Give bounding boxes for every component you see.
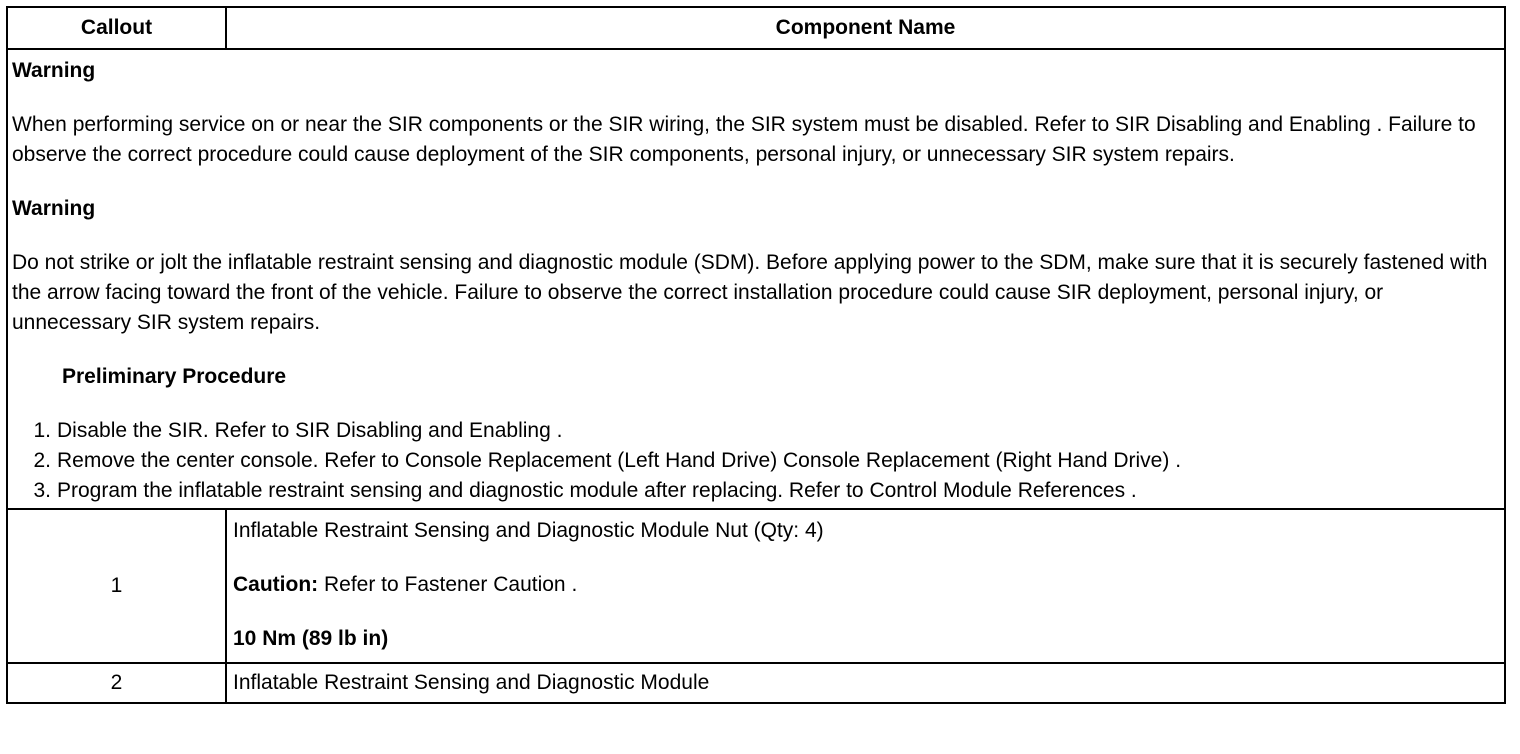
warnings-section bbox=[8, 50, 1504, 510]
caution-line bbox=[233, 570, 1498, 600]
component-name: Inflatable Restraint Sensing and Diagnostic Module Nut (Qty: 4) bbox=[233, 519, 824, 542]
warning-2-text: Do not strike or jolt the inflatable restraint sensing and diagnostic module (SDM). Before applying power to the SDM, make sure that it is securely fastened with the arrow facing toward the front of the vehicle. Failure to observe the correct installation procedure could cause SIR deployment, personal injury, or unnecessary SIR system repairs. bbox=[12, 251, 1488, 334]
callout-cell: 1 bbox=[8, 510, 227, 662]
procedure-step bbox=[12, 476, 1500, 506]
component-name-header: Component Name bbox=[775, 16, 956, 39]
caution-label: Caution: bbox=[233, 573, 319, 596]
step-text: Remove the center console. Refer to Console Replacement (Left Hand Drive) Console Replacement (Right Hand Drive) . bbox=[57, 449, 1182, 472]
table-header-row bbox=[8, 8, 1504, 50]
warning-1-text: When performing service on or near the SIR components or the SIR wiring, the SIR system must be disabled. Refer to SIR Disabling and Enabling . Failure to observe the correct procedure could cause deployment of the SIR components, personal injury, or unnecessary SIR system repairs. bbox=[12, 113, 1476, 166]
step-number: 1. bbox=[33, 419, 51, 442]
component-name: Inflatable Restraint Sensing and Diagnostic Module bbox=[233, 671, 710, 694]
component-table bbox=[6, 6, 1506, 704]
torque-spec: 10 Nm (89 lb in) bbox=[233, 627, 389, 650]
component-cell bbox=[227, 510, 1504, 662]
warning-1-label: Warning bbox=[12, 59, 96, 82]
procedure-step bbox=[12, 446, 1500, 476]
step-number: 3. bbox=[33, 479, 51, 502]
component-cell bbox=[227, 664, 1504, 702]
procedure-steps bbox=[12, 416, 1500, 506]
preliminary-procedure-title: Preliminary Procedure bbox=[62, 365, 287, 388]
step-text: Disable the SIR. Refer to SIR Disabling and Enabling . bbox=[57, 419, 563, 442]
callout-header: Callout bbox=[8, 8, 227, 48]
step-number: 2. bbox=[33, 449, 51, 472]
table-row bbox=[8, 510, 1504, 664]
callout-cell: 2 bbox=[8, 664, 227, 702]
step-text: Program the inflatable restraint sensing and diagnostic module after replacing. Refer to Control Module References . bbox=[57, 479, 1137, 502]
caution-text: Refer to Fastener Caution . bbox=[318, 573, 578, 596]
warning-2-label: Warning bbox=[12, 197, 96, 220]
table-row bbox=[8, 664, 1504, 702]
procedure-step bbox=[12, 416, 1500, 446]
